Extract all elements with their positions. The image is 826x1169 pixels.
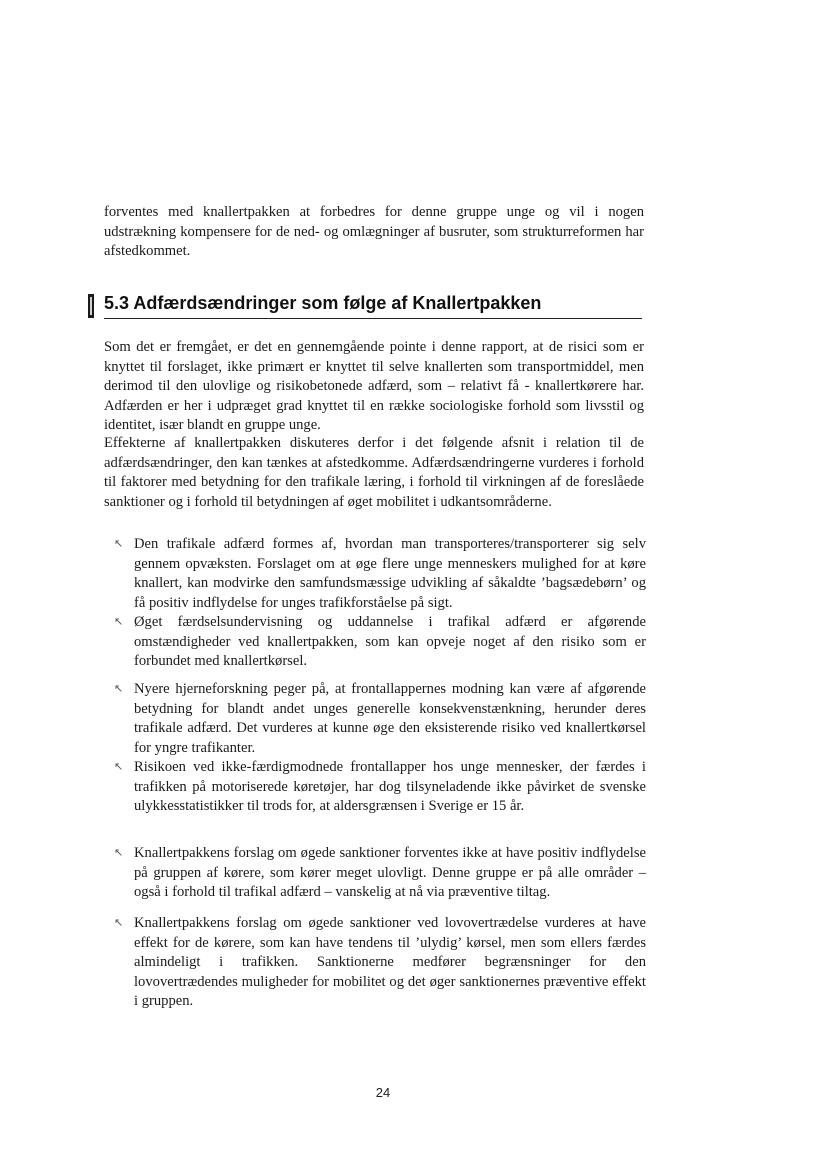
list-item-text: Den trafikale adfærd formes af, hvordan man transporteres/transporterer sig selv gennem opvæksten. Forslaget om at øge flere unge menneskers mulighed for at køre knallert, kan modvirke den samfundsmæssige udvikling af såkaldte ’bagsædebørn’ og få positiv indflydelse for unges trafikforståelse på sigt. — [134, 536, 646, 611]
section-heading-text: 5.3 Adfærdsændringer som følge af Knallertpakken — [104, 293, 542, 313]
list-item — [108, 758, 648, 817]
list-item — [108, 914, 648, 1012]
arrow-bullet-icon: ↖ — [114, 537, 124, 550]
list-item — [108, 844, 648, 903]
list-item-text: Risikoen ved ikke-færdigmodnede frontallapper hos unge mennesker, der færdes i trafikken på motoriserede køretøjer, har dog tilsyneladende ikke påvirket de svenske ulykkesstatistikker til trods for, at aldersgrænsen i Sverige er 15 år. — [134, 759, 646, 814]
list-item-text: Nyere hjerneforskning peger på, at frontallappernes modning kan være af afgørende betydning for blandt andet unges generelle konsekvenstænkning, herunder deres trafikale adfærd. Det vurderes at kunne øge den eksisterende risiko ved knallertkørsel for yngre trafikanter. — [134, 681, 646, 756]
body-paragraph: Som det er fremgået, er det en gennemgående pointe i denne rapport, at de risici som er knyttet til forslaget, ikke primært er knyttet til selve knallerten som transportmiddel, men derimod til den ulovlige og risikobetonede adfærd, som – relativt få - knallertkørere har. Adfærden er her i udpræget grad knyttet til en række sociologiske forhold som livsstil og identitet, især blandt en gruppe unge. — [104, 339, 644, 433]
body-paragraph: Effekterne af knallertpakken diskuteres derfor i det følgende afsnit i relation til de adfærdsændringer, den kan tænkes at afstedkomme. Adfærdsændringerne vurderes i forhold til faktorer med betydning for den trafikale læring, i forhold til virkningen af de foreslåede sanktioner og i forhold til betydningen af øget mobilitet i udkantsområderne. — [104, 435, 644, 510]
section-heading — [88, 289, 643, 323]
arrow-bullet-icon: ↖ — [114, 615, 124, 628]
arrow-bullet-icon: ↖ — [114, 682, 124, 695]
arrow-bullet-icon: ↖ — [114, 760, 124, 773]
arrow-bullet-icon: ↖ — [114, 846, 124, 859]
list-item-text: Knallertpakkens forslag om øgede sanktioner ved lovovertrædelse vurderes at have effekt for de kørere, som kan have tendens til ’ulydig’ kørsel, men som ellers færdes almindeligt i trafikken. Sanktionerne medfører begrænsninger for den lovovertrædendes muligheder for mobilitet og det øger sanktionernes præventive effekt i gruppen. — [134, 915, 646, 1009]
page-number: 24 — [375, 1085, 391, 1100]
list-item-text: Øget færdselsundervisning og uddannelse i trafikal adfærd er afgørende omstændigheder ved knallertpakken, som kan opveje noget af den risiko som er forbundet med knallertkørsel. — [134, 614, 646, 669]
heading-underline — [104, 318, 642, 319]
arrow-bullet-icon: ↖ — [114, 916, 124, 929]
heading-marker-bar — [88, 294, 94, 318]
list-item-text: Knallertpakkens forslag om øgede sanktioner forventes ikke at have positiv indflydelse på gruppen af kørere, som kører meget ulovligt. Denne gruppe er på alle områder – også i forhold til trafikal adfærd – vanskelig at nå via præventive tiltag. — [134, 845, 646, 900]
intro-paragraph: forventes med knallertpakken at forbedres for denne gruppe unge og vil i nogen udstrækning kompensere for de ned- og omlægninger af busruter, som strukturreformen har afstedkommet. — [104, 204, 644, 259]
list-item — [108, 680, 648, 758]
list-item — [108, 535, 648, 613]
list-item — [108, 613, 648, 672]
